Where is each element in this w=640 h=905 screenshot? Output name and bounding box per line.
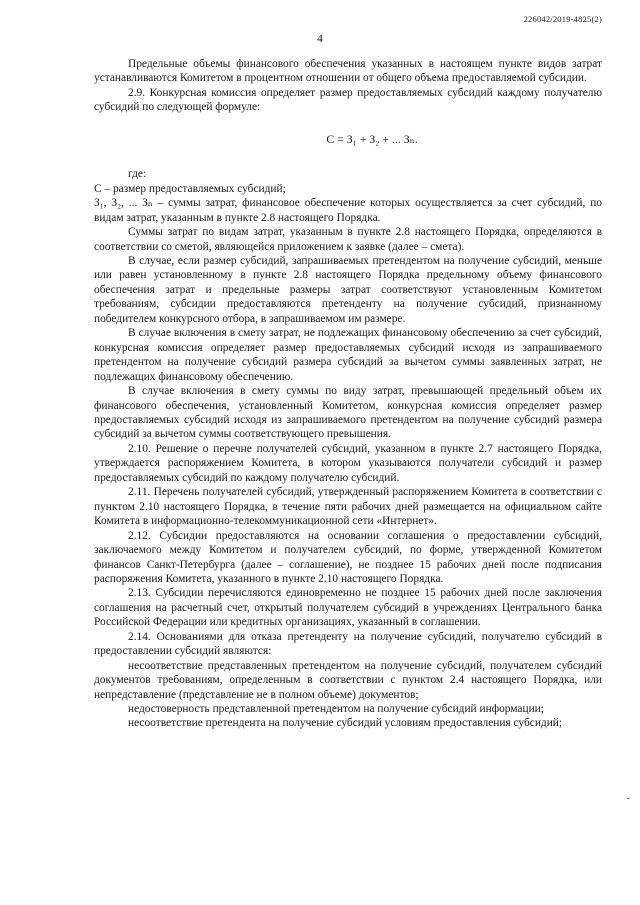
document-number: 226042/2019-4825(2) — [523, 14, 602, 24]
formula-where-label: где: — [128, 168, 147, 181]
paragraph-expense-sums: Суммы затрат по видам затрат, указанным в пункте 2.8 настоящего Порядка, определяются в соответствии со сметой, являющейся приложением к заявке (далее – смета). — [94, 226, 602, 253]
paragraph-expense-limits: Предельные объемы финансового обеспечения указанных в настоящем пункте видов затрат устанавливаются Комитетом в процентном отношении от общего объема предоставляемой субсидии. — [94, 58, 602, 85]
paragraph-excess-costs: В случае включения в смету суммы по виду затрат, превышающей предельный объем их финансового обеспечения, установленный Комитетом, конкурсная комиссия определяет размер предоставляемых субсидий исходя из запрашиваемого претендентом на получение субсидий размера субсидий за вычетом суммы соответствующего превышения. — [94, 385, 602, 441]
subsidy-formula: С = З₁ + З₂ + ... Зₙ. — [326, 131, 418, 146]
paragraph-2-14: 2.14. Основаниями для отказа претенденту на получение субсидий, получателю субсидий в предоставлении субсидий являются: — [94, 630, 602, 658]
refusal-reason-false-info: недостоверность представленной претендентом на получение субсидий информации; — [128, 703, 544, 716]
definition-z: З₁, З₂, ... Зₙ – суммы затрат, финансовое обеспечение которых осуществляется за счет субсидий, по видам затрат, указанным в пункте 2.8 настоящего Порядка. — [94, 197, 602, 224]
refusal-reason-documents: несоответствие представленных претендентом на получение субсидий, получателем субсидий документов требованиям, определенным в соответствии с пунктом 2.4 настоящего Порядка, или непредставление (представление не в полном объеме) документов; — [94, 659, 602, 701]
paragraph-within-limits: В случае, если размер субсидий, запрашиваемых претендентом на получение субсидий, меньше или равен установленному в пункте 2.8 настоящего Порядка предельному объему финансового обеспечения затрат и предельные размеры затрат соответствуют установленным Комитетом требованиям, субсидии предоставляются претенденту на получение субсидий, признанному победителем конкурсного отбора, в запрашиваемом им размере. — [94, 254, 602, 325]
paragraph-2-11: 2.11. Перечень получателей субсидий, утвержденный распоряжением Комитета в соответствии с пунктом 2.10 настоящего Порядка, в течение пяти рабочих дней размещается на официальном сайте Комитета в информационно-телекоммуникационной сети «Интернет». — [94, 486, 602, 528]
paragraph-2-13: 2.13. Субсидии перечисляются единовременно не позднее 15 рабочих дней после заключения соглашения на расчетный счет, открытый получателем субсидий в учреждениях Центрального банка Российской Федерации или кредитных организациях, указанный в соглашении. — [94, 587, 602, 629]
paragraph-2-12: 2.12. Субсидии предоставляются на основании соглашения о предоставлении субсидий, заключаемого между Комитетом и получателем субсидий, по форме, утвержденной Комитетом финансов Санкт-Петербурга (далее – соглашение), не позднее 15 рабочих дней после подписания распоряжения Комитета, указанного в пункте 2.10 настоящего Порядка. — [94, 529, 602, 585]
paragraph-2-10: 2.10. Решение о перечне получателей субсидий, указанном в пункте 2.7 настоящего Порядка, утверждается распоряжением Комитета, в котором указываются получатели субсидий и размер предоставляемых субсидий по каждому получателю субсидий. — [94, 442, 602, 484]
document-body — [94, 57, 602, 731]
page-number: 4 — [317, 33, 323, 45]
margin-mark: - — [626, 793, 630, 804]
paragraph-ineligible-costs: В случае включения в смету затрат, не подлежащих финансовому обеспечению за счет субсидий, конкурсная комиссия определяет размер предоставляемых субсидий исходя из запрашиваемого претендентом на получение субсидий размера субсидий за вычетом суммы заявленных затрат, не подлежащих финансовому обеспечению. — [94, 327, 602, 383]
definition-c: С – размер предоставляемых субсидий; — [94, 182, 286, 195]
refusal-reason-conditions: несоответствие претендента на получение субсидий условиям предоставления субсидий; — [128, 717, 563, 730]
paragraph-2-9: 2.9. Конкурсная комиссия определяет размер предоставляемых субсидий каждому получателю субсидий по следующей формуле: — [94, 86, 602, 114]
